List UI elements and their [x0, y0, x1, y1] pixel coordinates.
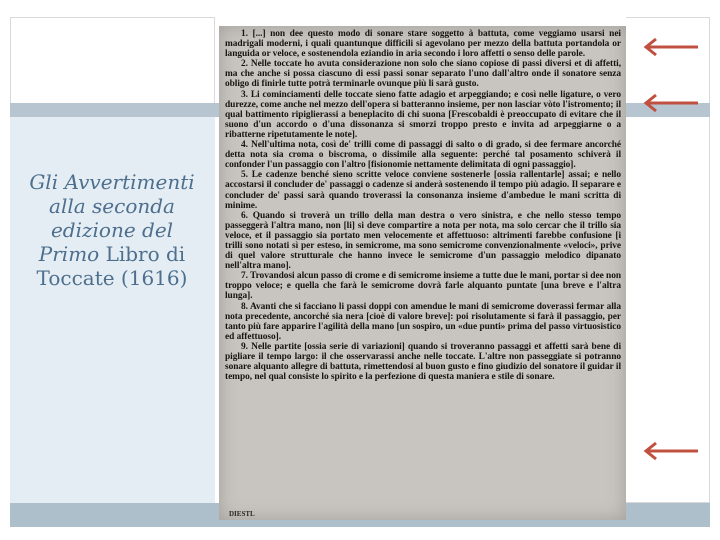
slide-frame-top-left [10, 17, 215, 103]
title-lead: Gli [29, 170, 59, 194]
left-arrow-icon [642, 93, 698, 113]
paragraph-2: 2. Nelle toccate ho avuta considerazione non solo che siano copiose di passi diversi et di affetti, ma che anche si possa ciascuno di essi passi sonar separato l'uno dall'altro onde il sonatore senza obligo di finirle tutte potrà terminarle ovunque più li sarà gusto. [225, 59, 621, 90]
title-rest: Libro di Toccate (1616) [36, 242, 188, 290]
paragraph-5: 5. Le cadenze benché sieno scritte veloce conviene sostenerle [ossia rallentarle] assai; e nello accostarsi il concluder de' passaggi o cadenze si anderà sostenendo il tempo più adagio. Il separare e concluder de' passi sarà quando troverassi la consonanza insieme d'ambedue le mani scritta di minime. [225, 170, 621, 211]
paragraph-3: 3. Li cominciamenti delle toccate sieno fatte adagio et arpeggiando; e così nelle ligature, o vero durezze, come anche nel mezzo dell'opera si batteranno insieme, per non lasciar vòto l'istromento; il qual battimento ripiglierassi a beneplacito di chi suona [Frescobaldi è preoccupato di evitare che il suono d'un accordo o d'una dissonanza si smorzi troppo presto e invita ad arpeggiarne o a ribatterne ripetutamente le note]. [225, 89, 621, 140]
left-arrow-icon [642, 441, 698, 461]
slide-frame-right [626, 17, 710, 503]
paragraph-4: 4. Nell'ultima nota, così de' trilli come di passaggi di salto o di grado, si dee fermare ancorché detta nota sia croma o biscroma, o dissimile alla seguente: perché tal posamento schiverà il confonder l'un passaggio con l'altro [fisionomie nettamente delimitata di ogni passaggio]. [225, 140, 621, 171]
scanned-text [225, 29, 621, 382]
title-italic-part: Avvertimenti alla seconda edizione del Primo [38, 170, 195, 266]
scan-footer-mark: DIESTL [229, 510, 255, 518]
paragraph-6: 6. Quando si troverà un trillo della man destra o vero sinistra, e che nello stesso tempo passeggerà l'altra mano, non [li] si deve compartire a nota per nota, ma solo cercar che il trillo sia veloce, et il passaggio sia portato men velocemente et affettuoso: altrimenti farebbe confusione [i trilli sono notati sì per esteso, in semicrome, ma sono semicrome convenzionalmente «veloci», prive di quel valore strutturale che hanno invece le semicrome d'un passaggio melodico dipanato nell'altra mano]. [225, 210, 621, 272]
paragraph-1: 1. [...] non dee questo modo di sonare stare soggetto à battuta, come veggiamo usarsi nei madrigali moderni, i quali quantunque difficili si agevolano per mezzo della battuta portandola or languida or veloce, e sostenendola eziandio in aria secondo i loro affetti o senso delle parole. [225, 29, 621, 60]
paragraph-7: 7. Trovandosi alcun passo di crome e di semicrome insieme a tutte due le mani, portar si dee non troppo veloce; e quella che farà le semicrome dovrà farle alquanto puntate [una breve e l'altra lunga]. [225, 271, 621, 302]
scanned-page-image [219, 26, 626, 520]
slide-title [22, 170, 202, 290]
paragraph-8: 8. Avanti che si facciano li passi doppi con amendue le mani di semicrome doverassi fermar alla nota precedente, ancorché sia nera [cioè di valore breve]: poi risolutamente si farà il passaggio, per tanto più fare apparire l'agilità della mano [un sospiro, un «due punti» prima del passo virtuosistico ed affettuoso]. [225, 301, 621, 342]
left-arrow-icon [642, 37, 698, 57]
paragraph-9: 9. Nelle partite [ossia serie di variazioni] quando si troveranno passaggi et affetti sarà bene di pigliare il tempo largo: il che osservarassi anche nelle toccate. L'altre non passeggiate si potranno sonare alquanto allegre di battuta, rimettendosi al buon gusto e fino giudizio del sonatore il guidar il tempo, nel qual consiste lo spirito e la perfezione di questa maniera e stile di sonare. [225, 341, 621, 383]
